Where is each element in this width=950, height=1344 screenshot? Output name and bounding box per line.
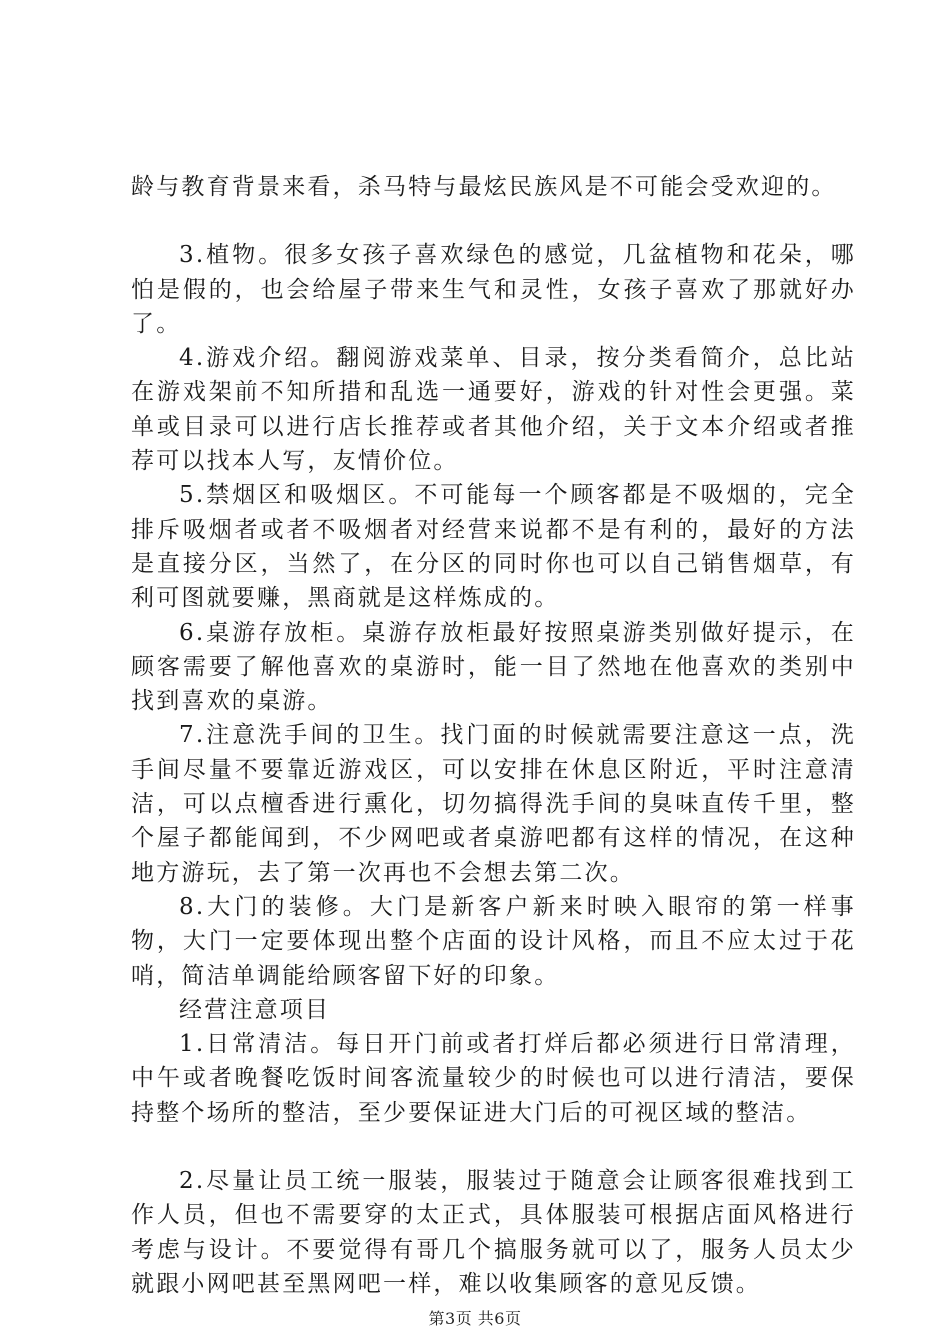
- paragraph-uniforms: 2.尽量让员工统一服装，服装过于随意会让顾客很难找到工作人员，但也不需要穿的太正式，具体服装可根据店面风格进行考虑与设计。不要觉得有哥几个搞服务就可以了，服务人员太少就跟小网吧甚至黑网吧一样，难以收集顾客的意见反馈。: [131, 1168, 856, 1297]
- section-heading: 经营注意项目: [179, 996, 331, 1023]
- paragraph-storage-cabinet: 6.桌游存放柜。桌游存放柜最好按照桌游类别做好提示，在顾客需要了解他喜欢的桌游时，能一目了然地在他喜欢的类别中找到喜欢的桌游。: [131, 619, 856, 715]
- page-number: 第3页 共6页: [428, 1309, 522, 1328]
- paragraph-plants: 3.植物。很多女孩子喜欢绿色的感觉，几盆植物和花朵，哪怕是假的，也会给屋子带来生气和灵性，女孩子喜欢了那就好办了。: [131, 242, 856, 337]
- paragraph-gap: [131, 1130, 856, 1164]
- paragraph-restroom: 7.注意洗手间的卫生。找门面的时候就需要注意这一点，洗手间尽量不要靠近游戏区，可以安排在休息区附近，平时注意清洁，可以点檀香进行熏化，切勿搞得洗手间的臭味直传千里，整个屋子都能闻到，不少网吧或者桌游吧都有这样的情况，在这种地方游玩，去了第一次再也不会想去第二次。: [131, 722, 856, 886]
- paragraph-smoking-area: 5.禁烟区和吸烟区。不可能每一个顾客都是不吸烟的，完全排斥吸烟者或者不吸烟者对经营来说都不是有利的，最好的方法是直接分区，当然了，在分区的同时你也可以自己销售烟草，有利可图就要赚，黑商就是这样炼成的。: [131, 482, 856, 612]
- document-body: [131, 170, 856, 1301]
- paragraph-gap: [131, 204, 856, 238]
- paragraph-daily-cleaning: 1.日常清洁。每日开门前或者打烊后都必须进行日常清理，中午或者晚餐吃饭时间客流量较少的时候也可以进行清洁，要保持整个场所的整洁，至少要保证进大门后的可视区域的整洁。: [131, 1031, 856, 1126]
- paragraph-game-intro: 4.游戏介绍。翻阅游戏菜单、目录，按分类看简介，总比站在游戏架前不知所措和乱选一通要好，游戏的针对性会更强。菜单或目录可以进行店长推荐或者其他介绍，关于文本介绍或者推荐可以找本人写，友情价位。: [131, 345, 856, 475]
- paragraph-entrance: 8.大门的装修。大门是新客户新来时映入眼帘的第一样事物，大门一定要体现出整个店面的设计风格，而且不应太过于花哨，简洁单调能给顾客留下好的印象。: [131, 893, 856, 989]
- paragraph-continuation: 龄与教育背景来看，杀马特与最炫民族风是不可能会受欢迎的。: [131, 174, 837, 200]
